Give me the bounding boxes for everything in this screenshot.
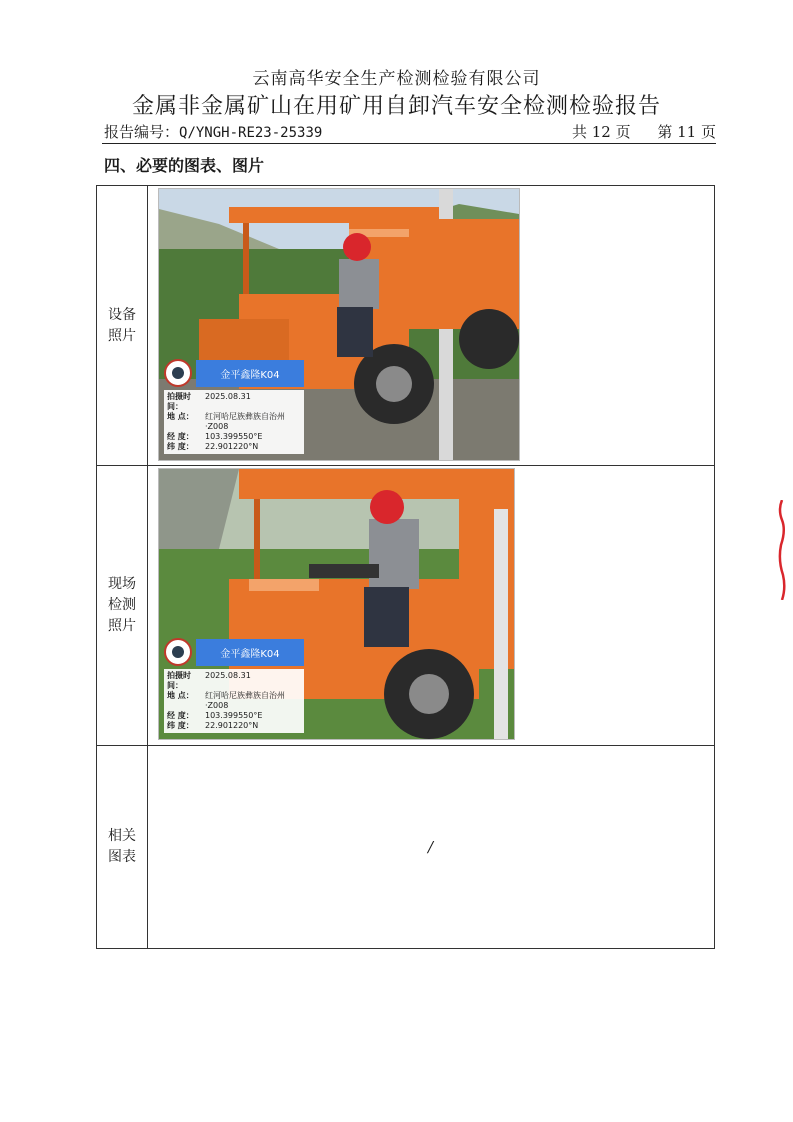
header-rule [102,143,716,144]
current-page: 第 11 页 [657,123,716,141]
seal-edge-mark [777,500,787,600]
stamp-header [164,356,304,390]
stamp-info [164,390,304,454]
stamp-value: 22.901220°N [205,442,259,451]
row-label-site-photo [97,466,148,746]
stamp-key: 纬 度： [167,721,194,730]
section-title: 四、必要的图表、图片 [104,156,265,175]
stamp-time-row [167,392,301,412]
report-number-value: Q/YNGH-RE23-25339 [179,125,323,141]
stamp-value: 103.399550°E [205,711,263,720]
stamp-value: 103.399550°E [205,432,263,441]
row-label-related-charts [97,746,148,949]
stamp-header [164,635,304,669]
label-line: 照片 [108,327,136,344]
report-title: 金属非金属矿山在用矿用自卸汽车安全检测检验报告 [131,94,661,119]
site-inspection-photo [158,468,515,740]
empty-marker: / [428,838,434,856]
report-number [104,121,322,142]
stamp-device-name: 金平鑫隆K04 [196,360,304,387]
stamp-lon-row [167,711,301,721]
label-line: 照片 [108,618,136,634]
stamp-device-name: 金平鑫隆K04 [196,639,304,666]
table-row [97,746,715,949]
stamp-key: 地 点： [167,412,194,421]
label-line: 设备 [108,306,136,323]
stamp-key: 拍摄时间： [167,671,191,690]
equipment-photo [158,188,520,461]
stamp-time-row [167,671,301,691]
report-number-label: 报告编号： [104,123,180,141]
report-meta [104,121,716,143]
stamp-value: 2025.08.31 [205,392,251,401]
stamp-lat-row [167,721,301,731]
stamp-key: 拍摄时间： [167,392,191,411]
camera-logo-icon [164,359,192,387]
total-pages: 共 12 页 [571,123,631,141]
label-line: 检测 [108,597,136,613]
label-line: 相关 [108,828,136,844]
stamp-key: 纬 度： [167,442,194,451]
stamp-lon-row [167,432,301,442]
stamp-info [164,669,304,733]
stamp-value: 22.901220°N [205,721,259,730]
stamp-key: 地 点： [167,691,194,700]
stamp-place-row [167,691,301,711]
label-line: 图表 [108,849,136,865]
page-indicator [568,121,716,142]
label-line: 现场 [108,576,136,592]
photo-watermark-stamp [164,356,304,454]
company-name: 云南高华安全生产检测检验有限公司 [252,69,541,89]
stamp-value: 红河哈尼族彝族自治州·Z008 [205,691,285,710]
stamp-key: 经 度： [167,432,194,441]
stamp-value: 红河哈尼族彝族自治州·Z008 [205,412,285,431]
photo-watermark-stamp [164,635,304,733]
camera-logo-icon [164,638,192,666]
row-label-equipment-photo [97,186,148,466]
stamp-key: 经 度： [167,711,194,720]
stamp-lat-row [167,442,301,452]
stamp-value: 2025.08.31 [205,671,251,680]
stamp-place-row [167,412,301,432]
